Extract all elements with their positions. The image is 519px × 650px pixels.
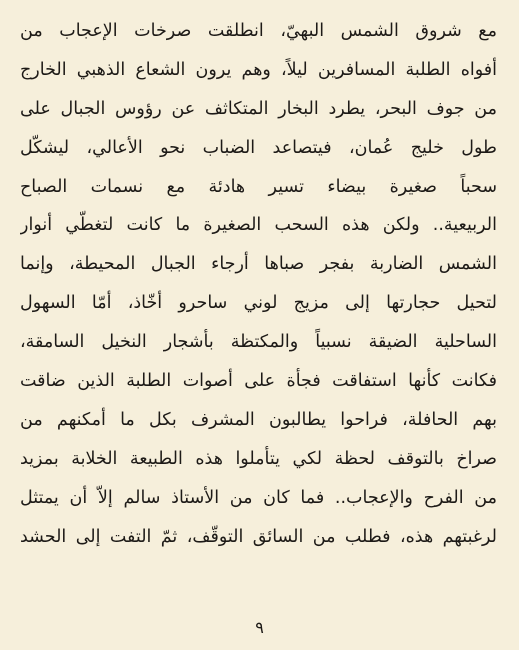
- text-line: أفواه الطلبة المسافرين ليلاً، وهم يرون الشعاع الذهبي الخارج: [20, 59, 497, 80]
- text-line: صراخ بالتوقف لحظة لكي يتأملوا هذه الطبيعة الخلابة بمزيد: [20, 448, 497, 469]
- text-line: مع شروق الشمس البهيّ، انطلقت صرخات الإعجاب من: [20, 21, 497, 41]
- text-line: من الفرح والإعجاب.. فما كان من الأستاذ سالم إلاّ أن يمتثل: [20, 487, 497, 508]
- body-paragraph: [20, 12, 497, 556]
- text-line: لرغبتهم هذه، فطلب من السائق التوقّف، ثمّ التفت إلى الحشد: [20, 526, 497, 547]
- text-line: فكانت كأنها استفاقت فجأة على أصوات الطلبة الذين ضاقت: [20, 371, 497, 392]
- text-line: سحباً صغيرة بيضاء تسير هادئة مع نسمات الصباح: [20, 176, 497, 197]
- text-line: الشمس الضاربة بفجر صباها أرجاء الجبال المحيطة، وإنما: [20, 254, 497, 275]
- text-line: الساحلية الضيقة نسبياً والمكتظة بأشجار النخيل السامقة،: [20, 332, 497, 353]
- text-line: طول خليج عُمان، فيتصاعد الضباب نحو الأعالي، ليشكّل: [20, 137, 497, 158]
- page-number: ٩: [255, 618, 264, 637]
- text-line: الربيعية.. ولكن هذه السحب الصغيرة ما كانت لتغطّي أنوار: [20, 215, 497, 236]
- text-line: لتحيل حجارتها إلى مزيج لوني ساحرو أخّاذ، أمّا السهول: [20, 293, 497, 314]
- text-line: من جوف البحر، يطرد البخار المتكاثف عن رؤوس الجبال على: [20, 98, 497, 119]
- text-line: بهم الحافلة، فراحوا يطالبون المشرف بكل ما أمكنهم من: [20, 409, 497, 430]
